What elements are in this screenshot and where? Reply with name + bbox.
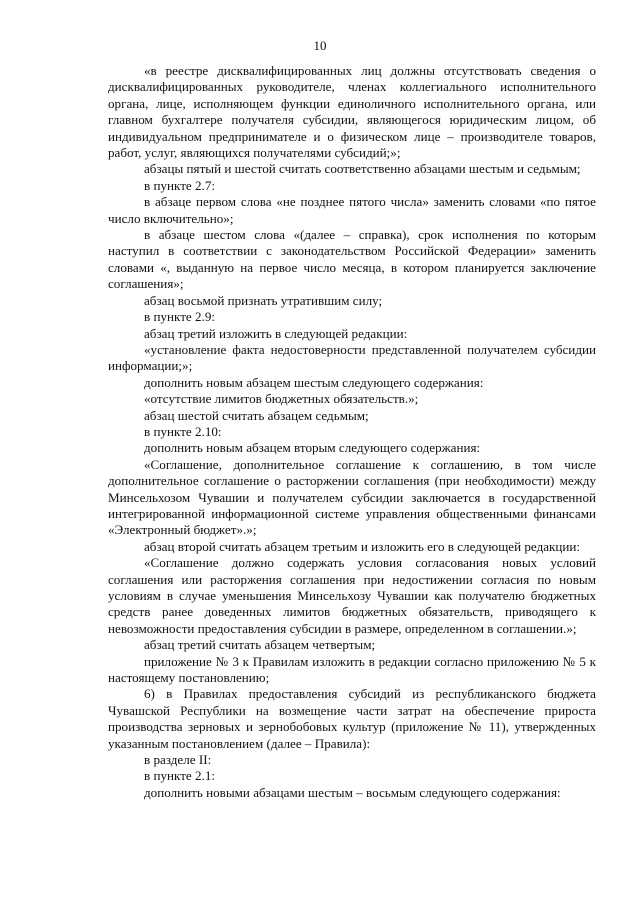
paragraph: приложение № 3 к Правилам изложить в редакции согласно приложению № 5 к настоящему постановлению; — [108, 653, 596, 686]
paragraph: дополнить новыми абзацами шестым – восьмым следующего содержания: — [144, 784, 561, 800]
paragraph: «Соглашение, дополнительное соглашение к соглашению, в том числе дополнительное соглашение о расторжении соглашения (при необходимости) между Минсельхозом Чувашии и получателем субсидии заключается в государственной интегрированной информационной системе управления общественными финансами «Электронный бюджет».»; — [108, 456, 596, 538]
paragraph: в пункте 2.1: — [144, 768, 216, 784]
paragraph: абзацы пятый и шестой считать соответственно абзацами шестым и седьмым; — [144, 161, 581, 177]
paragraph: абзац третий считать абзацем четвертым; — [144, 637, 376, 653]
paragraph: абзац второй считать абзацем третьим и изложить его в следующей редакции: — [144, 538, 581, 554]
paragraph: абзац третий изложить в следующей редакции: — [144, 325, 408, 341]
paragraph: в абзаце шестом слова «(далее – справка), срок исполнения по которым наступил в соответствии с законодательством Российской Федерации» заменить словами «, выданную на первое число месяца, в котором планируется заключение соглашения»; — [108, 227, 596, 292]
paragraph: «Соглашение должно содержать условия согласования новых условий соглашения или расторжения соглашения при недостижении согласия по новым условиям в случае уменьшения Минсельхозу Чувашии как получателю бюджетных средств ранее доведенных лимитов бюджетных обязательств, приводящего к невозможности предоставления субсидии в размере, определенном в соглашении.»; — [108, 555, 596, 636]
paragraph: абзац восьмой признать утратившим силу; — [144, 292, 383, 308]
document-body — [108, 63, 596, 801]
paragraph: в пункте 2.9: — [144, 309, 216, 325]
paragraph: дополнить новым абзацем шестым следующего содержания: — [144, 374, 484, 390]
paragraph: 6) в Правилах предоставления субсидий из республиканского бюджета Чувашской Республики на возмещение части затрат на обеспечение прироста производства зерновых и зернобобовых культур (приложение № 11), утвержденных указанным постановлением (далее – Правила): — [108, 686, 596, 751]
paragraph: «установление факта недостоверности представленной получателем субсидии информации;»; — [108, 341, 596, 374]
paragraph: дополнить новым абзацем вторым следующего содержания: — [144, 440, 481, 456]
paragraph: абзац шестой считать абзацем седьмым; — [144, 407, 369, 423]
paragraph: в абзаце первом слова «не позднее пятого числа» заменить словами «по пятое число включительно»; — [108, 194, 596, 226]
paragraph: в пункте 2.10: — [144, 423, 222, 439]
page-number: 10 — [313, 38, 327, 53]
paragraph: в пункте 2.7: — [144, 177, 216, 193]
paragraph: «в реестре дисквалифицированных лиц должны отсутствовать сведения о дисквалифицированных руководителе, членах коллегиального исполнительного органа, лице, исполняющем функции единоличного исполнительного органа, или главном бухгалтере получателя субсидии, являющегося юридическим лицом, об индивидуальном предпринимателе и о физическом лице – производителе товаров, работ, услуг, являющихся получателями субсидий;»; — [108, 63, 596, 161]
paragraph: в разделе II: — [144, 752, 212, 768]
paragraph: «отсутствие лимитов бюджетных обязательств.»; — [144, 391, 419, 407]
